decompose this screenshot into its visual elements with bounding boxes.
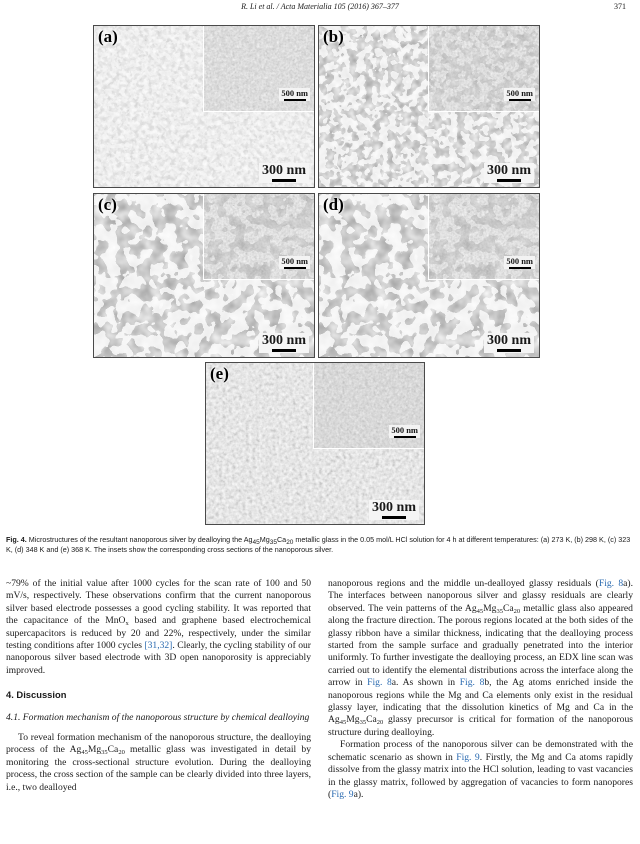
inset-scale-bar-b: 500 nm xyxy=(504,88,535,101)
sem-panel-d xyxy=(318,193,540,358)
figure-link[interactable]: Fig. 8 xyxy=(459,677,485,689)
scale-bar-e: 300 nm xyxy=(369,500,419,520)
inset-scale-bar-a: 500 nm xyxy=(279,88,310,101)
panel-label-d: (d) xyxy=(323,195,344,214)
panel-label-c: (c) xyxy=(98,195,117,214)
figure-caption: Fig. 4. Microstructures of the resultant nanoporous silver by dealloying the $Ag_{45}Mg_{35}Ca_{20}$ metallic glass in the 0.05 mol/L HCl solution for 4 h at different temperatures: (a) 273 K, (b) 298 K, (c) 323 K, (d) 348 K and (e) 368 K. The insets show the corresponding cross sections of the nanoporous silver. xyxy=(6,535,631,554)
sem-panel-c xyxy=(93,193,315,358)
sem-panel-e xyxy=(205,362,425,525)
scale-bar-a: 300 nm xyxy=(259,163,309,183)
reference-link[interactable]: [31,32] xyxy=(144,640,173,652)
paragraph: Formation process of the nanoporous silver can be demonstrated with the schematic scenario as shown in Fig. 9. Firstly, the Mg and Ca atoms rapidly dissolve from the glassy matrix into the HCl solution, leading to vast vacancies in the glassy matrix, followed by aggregation of vacancies to form nanopores (Fig. 9a). xyxy=(328,739,633,800)
journal-citation: R. Li et al. / Acta Materialia 105 (2016) 367–377 xyxy=(241,2,399,11)
page-number: 371 xyxy=(614,2,626,11)
inset-scale-bar-c: 500 nm xyxy=(279,256,310,269)
scale-bar-d: 300 nm xyxy=(484,333,534,353)
panel-label-b: (b) xyxy=(323,27,344,46)
figure-link[interactable]: Fig. 9 xyxy=(331,788,354,800)
inset-scale-bar-d: 500 nm xyxy=(504,256,535,269)
paragraph: nanoporous regions and the middle un-dealloyed glassy residuals (Fig. 8a). The interfaces between nanoporous silver and glassy residuals are clearly observed. The vein patterns of the $Ag_{45}Mg_{35}Ca_{20}$ metallic glass also appeared along the fracture direction. The porous regions located at the both sides of the glassy ribbon have a similar thickness, indicating that the dealloying process started from the sample surface and gradually penetrated into the interior uniformly. To further investigate the dealloying process, an EDX line scan was carried out to identify the elemental distributions across the interface along the arrow in Fig. 8a. As shown in Fig. 8b, the Ag atoms enriched inside the nanoporous regions while the Mg and Ca elements only exist in the residual glassy layer, indicating that the dissolution kinetics of Mg and Ca in the $Ag_{45}Mg_{35}Ca_{20}$ glassy precursor is critical for formation of the nanoporous structure during dealloying. xyxy=(328,578,633,738)
figure-link[interactable]: Fig. 9 xyxy=(456,751,480,763)
right-column xyxy=(328,578,633,801)
inset-scale-bar-e: 500 nm xyxy=(389,425,420,438)
paragraph: To reveal formation mechanism of the nanoporous structure, the dealloying process of the $Ag_{45}Mg_{35}Ca_{20}$ metallic glass was investigated in detail by monitoring the cross-sectional structure evolution. During the dealloying process, the cross section of the sample can be clearly divided into three layers, i.e., two dealloyed xyxy=(6,732,311,793)
left-column xyxy=(6,578,311,794)
figure-link[interactable]: Fig. 8 xyxy=(367,677,392,689)
panel-label-a: (a) xyxy=(98,27,118,46)
sem-panel-b xyxy=(318,25,540,188)
figure-link[interactable]: Fig. 8 xyxy=(598,578,624,589)
section-heading: 4. Discussion xyxy=(6,689,67,701)
sem-panel-a xyxy=(93,25,315,188)
caption-label: Fig. 4. xyxy=(6,535,27,544)
scale-bar-b: 300 nm xyxy=(484,163,534,183)
paragraph: ~79% of the initial value after 1000 cycles for the scan rate of 100 and 50 mV/s, respectively. These observations confirm that the current nanoporous silver based electrode possesses a good cycling stability. It was reported that the capacitance of the MnO$_x$ based and graphene based electrochemical supercapacitors is reduced by 20 and 22%, respectively, under the similar testing conditions after 1000 cycles [31,32]. Clearly, the cycling stability of our nanoporous silver based electrode with 3D open nanoporosity is appreciably improved. xyxy=(6,578,311,676)
panel-label-e: (e) xyxy=(210,364,229,383)
scale-bar-c: 300 nm xyxy=(259,333,309,353)
subsection-heading: 4.1. Formation mechanism of the nanoporous structure by chemical dealloying xyxy=(6,711,310,723)
